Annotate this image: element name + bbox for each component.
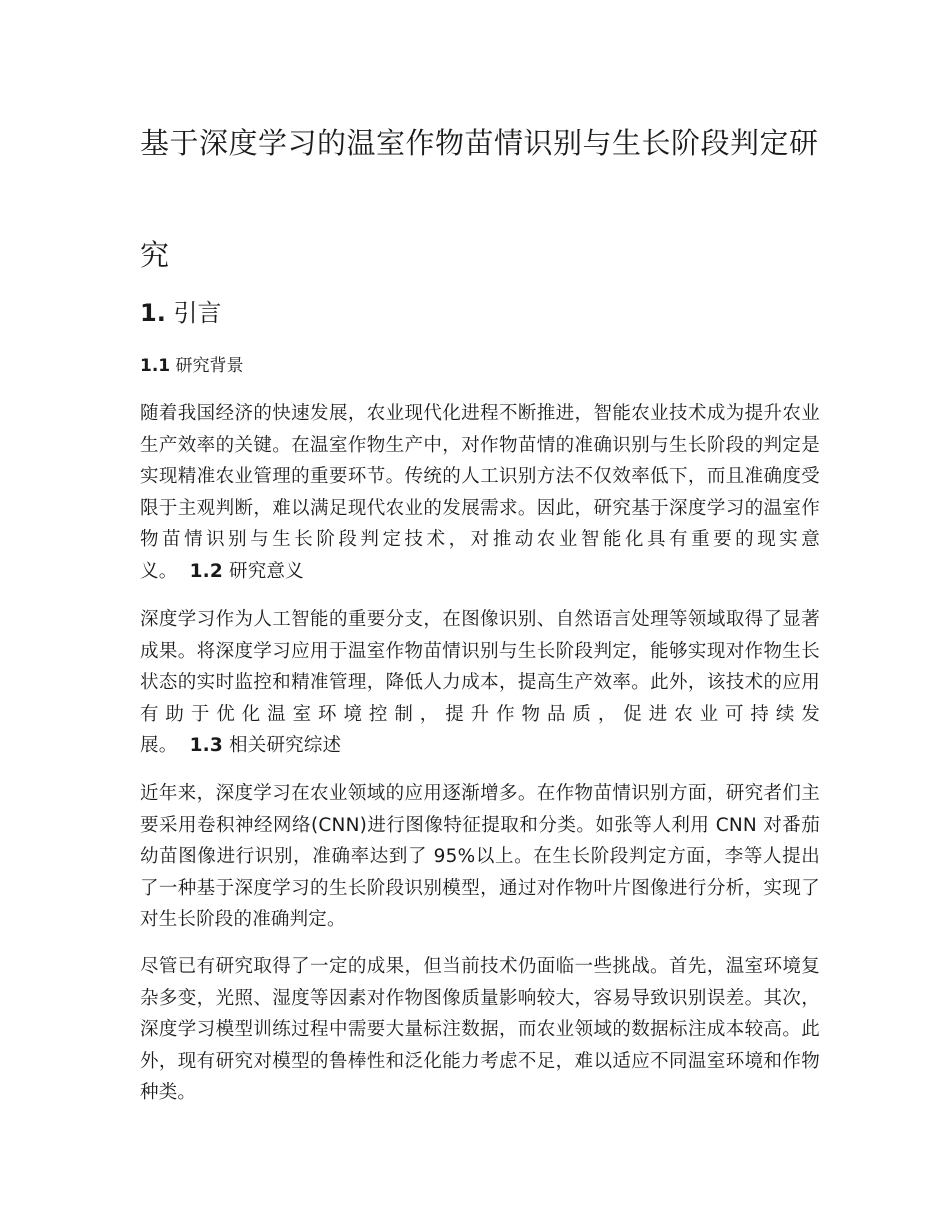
paragraph-background xyxy=(140,398,820,587)
paragraph-text: 深度学习作为人工智能的重要分支，在图像识别、自然语言处理等领域取得了显著成果。将深度学习应用于温室作物苗情识别与生长阶段判定，能够实现对作物生长状态的实时监控和精准管理，降低人力成本，提高生产效率。此外，该技术的应用有助于优化温室环境控制，提升作物品质，促进农业可持续发展。 xyxy=(140,609,820,756)
subsection-number: 1.2 xyxy=(189,560,223,582)
subsection-number: 1.1 xyxy=(140,356,171,376)
subsection-number: 1.3 xyxy=(189,735,223,756)
document-title-tail: 究 xyxy=(140,238,170,272)
document-title: 基于深度学习的温室作物苗情识别与生长阶段判定研 xyxy=(140,126,819,160)
paragraph-text: 随着我国经济的快速发展，农业现代化进程不断推进，智能农业技术成为提升农业生产效率的关键。在温室作物生产中，对作物苗情的准确识别与生长阶段的判定是实现精准农业管理的重要环节。传统的人工识别方法不仅效率低下，而且准确度受限于主观判断，难以满足现代农业的发展需求。因此，研究基于深度学习的温室作物苗情识别与生长阶段判定技术，对推动农业智能化具有重要的现实意义。 xyxy=(140,403,820,582)
paragraph-challenges: 尽管已有研究取得了一定的成果，但当前技术仍面临一些挑战。首先，温室环境复杂多变，光照、湿度等因素对作物图像质量影响较大，容易导致识别误差。其次，深度学习模型训练过程中需要大量标注数据，而农业领域的数据标注成本较高。此外，现有研究对模型的鲁棒性和泛化能力考虑不足，难以适应不同温室环境和作物种类。 xyxy=(140,956,820,1103)
subsection-heading-significance xyxy=(190,561,304,582)
section-heading-introduction xyxy=(140,293,221,333)
paragraph-significance xyxy=(140,604,820,762)
subsection-heading-background xyxy=(140,352,244,380)
subsection-title: 研究背景 xyxy=(175,356,244,376)
subsection-title: 研究意义 xyxy=(229,560,304,582)
section-number: 1. xyxy=(140,299,166,327)
paragraph-review: 近年来，深度学习在农业领域的应用逐渐增多。在作物苗情识别方面，研究者们主要采用卷积神经网络(CNN)进行图像特征提取和分类。如张等人利用 CNN 对番茄幼苗图像进行识别，准确率达到了 95%以上。在生长阶段判定方面，李等人提出了一种基于深度学习的生长阶段识别模型，通过对作物叶片图像进行分析，实现了对生长阶段的准确判定。 xyxy=(140,783,820,930)
section-title: 引言 xyxy=(173,299,222,327)
subsection-title: 相关研究综述 xyxy=(229,735,342,756)
subsection-heading-review xyxy=(190,735,342,756)
